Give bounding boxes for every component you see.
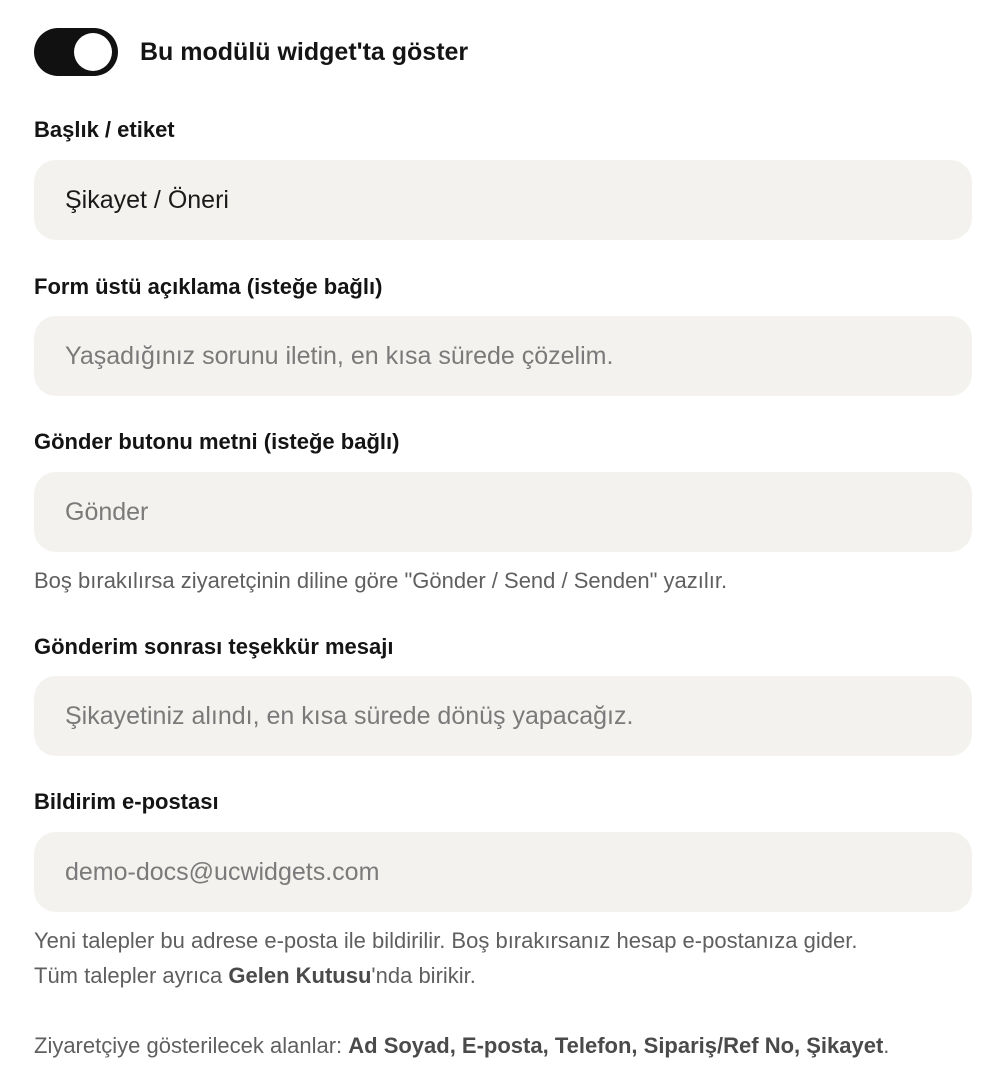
notification-email-label: Bildirim e-postası — [34, 789, 219, 814]
visible-fields-prefix: Ziyaretçiye gösterilecek alanlar: — [34, 1033, 349, 1058]
description-input-placeholder: Yaşadığınız sorunu iletin, en kısa sürede çözelim. — [65, 341, 614, 370]
visible-fields-note — [34, 1028, 889, 1064]
show-in-widget-toggle[interactable] — [34, 28, 118, 76]
button-text-help: Boş bırakılırsa ziyaretçinin diline göre "Gönder / Send / Senden" yazılır. — [34, 568, 728, 593]
description-input[interactable] — [34, 316, 972, 396]
help-prefix: Tüm talepler ayrıca — [34, 963, 229, 988]
title-label: Başlık / etiket — [34, 117, 175, 142]
button-text-input[interactable] — [34, 472, 972, 552]
title-input[interactable] — [34, 160, 972, 240]
thanks-message-label: Gönderim sonrası teşekkür mesajı — [34, 634, 394, 659]
show-in-widget-label: Bu modülü widget'ta göster — [140, 37, 469, 66]
notification-email-help-line1: Yeni talepler bu adrese e-posta ile bildirilir. Boş bırakırsanız hesap e-postanıza gider. — [34, 928, 858, 953]
description-label: Form üstü açıklama (isteğe bağlı) — [34, 274, 383, 299]
notification-email-input[interactable] — [34, 832, 972, 912]
help-suffix: 'nda birikir. — [371, 963, 476, 988]
notification-email-help-line2 — [34, 958, 476, 994]
show-in-widget-row — [34, 28, 468, 76]
title-input-value: Şikayet / Öneri — [65, 185, 229, 214]
button-text-input-placeholder: Gönder — [65, 497, 149, 526]
thanks-message-input[interactable] — [34, 676, 972, 756]
notification-email-input-placeholder: demo-docs@ucwidgets.com — [65, 857, 380, 886]
button-text-label: Gönder butonu metni (isteğe bağlı) — [34, 429, 400, 454]
toggle-knob — [74, 33, 112, 71]
inbox-name: Gelen Kutusu — [228, 963, 372, 988]
visible-fields-list: Ad Soyad, E-posta, Telefon, Sipariş/Ref No, Şikayet — [348, 1033, 884, 1058]
visible-fields-suffix: . — [883, 1033, 890, 1058]
thanks-message-input-placeholder: Şikayetiniz alındı, en kısa sürede dönüş yapacağız. — [65, 701, 634, 730]
